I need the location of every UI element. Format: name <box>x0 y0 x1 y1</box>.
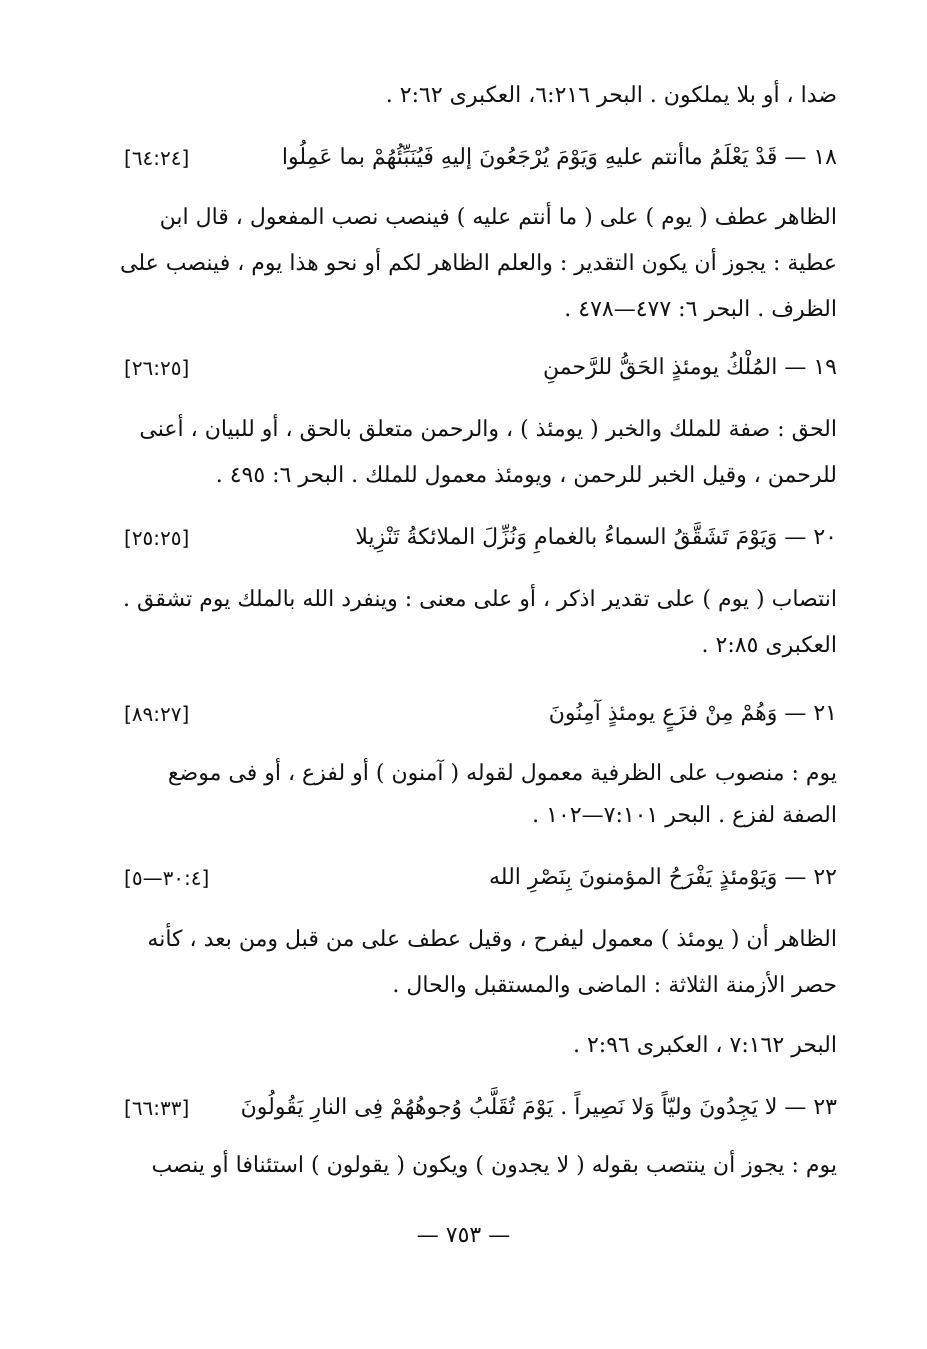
commentary-line: يوم : منصوب على الظرفية معمول لقوله ( آمنون ) أو لفزع ، أو فى موضع <box>167 761 837 786</box>
verse-19 <box>124 352 837 384</box>
verse-text: ١٨ — قَدْ يَعْلَمُ ماأنتم عليهِ وَيَوْمَ يُرْجَعُونَ إليهِ فَيُنَبِّئُهُمْ بما عَمِلُوا <box>281 145 837 170</box>
verse-reference: [٢٥:٢٥] <box>124 526 190 550</box>
commentary-line: للرحمن ، وقيل الخبر للرحمن ، ويومئذ معمول للملك . البحر ٦: ٤٩٥ . <box>215 463 837 488</box>
verse-reference: [٢٦:٢٥] <box>124 356 190 380</box>
commentary-line: الظرف . البحر ٦: ٤٧٧—٤٧٨ . <box>564 297 837 322</box>
commentary-line: البحر ٧:١٦٢ ، العكبرى ٢:٩٦ . <box>572 1033 837 1058</box>
commentary-line: عطية : يجوز أن يكون التقدير : والعلم الظاهر لكم أو نحو هذا يوم ، فينصب على <box>120 251 837 276</box>
verse-text: ٢٠ — وَيَوْمَ تَشَقَّقُ السماءُ بالغمامِ وَنُزِّلَ الملائكةُ تَنْزِيلا <box>355 525 837 550</box>
commentary-line: العكبرى ٢:٨٥ . <box>701 633 837 658</box>
verse-reference: [٦٦:٣٣] <box>124 1096 190 1120</box>
verse-text: ٢٢ — وَيَوْمئذٍ يَفْرَحُ المؤمنونَ بِنَصْرِ الله <box>489 865 837 890</box>
verse-22 <box>124 862 837 894</box>
verse-21 <box>124 698 837 730</box>
verse-reference: [٨٩:٢٧] <box>124 702 190 726</box>
commentary-line: ضدا ، أو بلا يملكون . البحر ٦:٢١٦، العكبرى ٢:٦٢ . <box>385 83 837 108</box>
page-number: — ٧٥٣ — <box>416 1223 511 1248</box>
commentary-line: يوم : يجوز أن ينتصب بقوله ( لا يجدون ) ويكون ( يقولون ) استئنافا أو ينصب <box>151 1153 837 1178</box>
commentary-line: حصر الأزمنة الثلاثة : الماضى والمستقبل والحال . <box>392 973 837 998</box>
commentary-line: انتصاب ( يوم ) على تقدير اذكر ، أو على معنى : وينفرد الله بالملك يوم تشقق . <box>123 587 837 612</box>
commentary-line: الظاهر أن ( يومئذ ) معمول ليفرح ، وقيل عطف على من قبل ومن بعد ، كأنه <box>147 927 837 952</box>
commentary-line: الحق : صفة للملك والخبر ( يومئذ ) ، والرحمن متعلق بالحق ، أو للبيان ، أعنى <box>139 417 837 442</box>
verse-20 <box>124 522 837 554</box>
verse-text: ٢٣ — لا يَجِدُونَ وليّاً وَلا نَصِيراً . يَوْمَ تُقَلَّبُ وُجوهُهُمْ فِى النارِ يَقُولُونَ <box>240 1095 837 1120</box>
verse-reference: [٣٠:٤—٥] <box>124 866 210 890</box>
verse-18 <box>124 142 837 174</box>
verse-text: ٢١ — وَهُمْ مِنْ فزَعٍ يومئذٍ آمِنُونَ <box>548 701 837 726</box>
verse-text: ١٩ — المُلْكُ يومئذٍ الحَقُّ للرَّحمنِ <box>543 355 837 380</box>
verse-23 <box>124 1092 837 1124</box>
verse-reference: [٦٤:٢٤] <box>124 146 190 170</box>
commentary-line: الظاهر عطف ( يوم ) على ( ما أنتم عليه ) فينصب نصب المفعول ، قال ابن <box>159 205 837 230</box>
commentary-line: الصفة لفزع . البحر ٧:١٠١—١٠٢ . <box>532 803 837 828</box>
